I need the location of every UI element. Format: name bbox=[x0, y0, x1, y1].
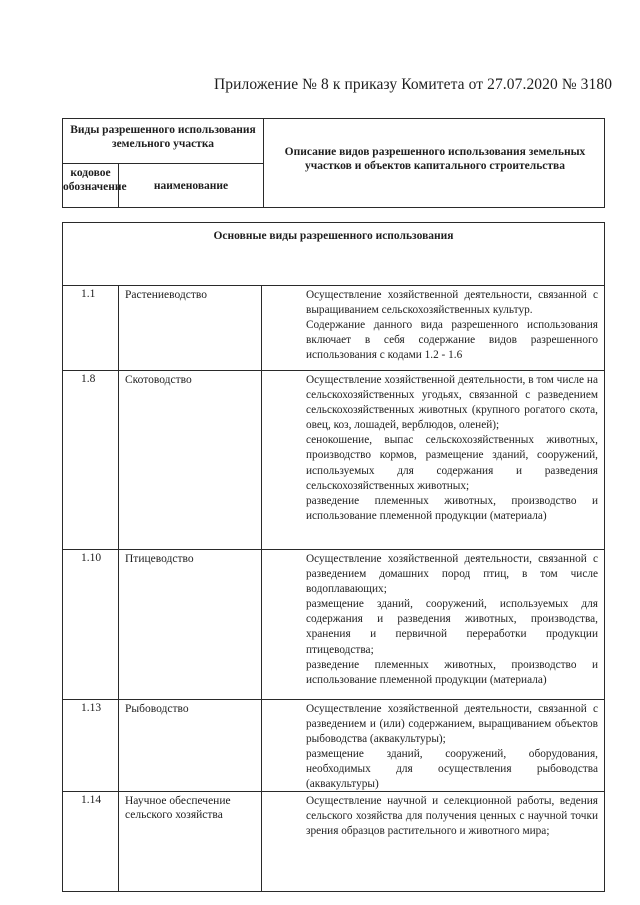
row-code: 1.10 bbox=[81, 552, 102, 564]
row-code: 1.13 bbox=[81, 702, 102, 714]
row-name: Скотоводство bbox=[125, 374, 192, 386]
appendix-heading: Приложение № 8 к приказу Комитета от 27.07.2020 № 3180 bbox=[214, 76, 613, 93]
row-name: Птицеводство bbox=[125, 553, 194, 565]
row-code: 1.14 bbox=[81, 794, 102, 806]
row-name: Рыбоводство bbox=[125, 703, 189, 715]
header-code-title: кодовое обозначение bbox=[63, 167, 127, 193]
row-description: Осуществление хозяйственной деятельности, в том числе на сельскохозяйственных угодьях, связанной с разведением сельскохозяйственных животных (крупного рогатого скота, овец, коз, лошадей, верблюдов, оленей); сенокошение, выпас сельскохозяйственных животных, производство кормов, размещение зданий, сооружений, используемых для содержания и разведения сельскохозяйственных животных; разведение племенных животных, производство и использование племенной продукции (материала) bbox=[306, 374, 598, 522]
row-description: Осуществление хозяйственной деятельности, связанной с разведением домашних пород птиц, в том числе водоплавающих; размещение зданий, сооружений, используемых для содержания и разведения животных, производства, хранения и первичной переработки продукции птицеводства; разведение племенных животных, производство и использование племенной продукции (материала) bbox=[306, 553, 598, 686]
row-code: 1.1 bbox=[81, 288, 96, 300]
row-name: Растениеводство bbox=[125, 289, 207, 301]
header-desc-title: Описание видов разрешенного использования земельных участков и объектов капитального строительства bbox=[284, 146, 586, 172]
row-description: Осуществление научной и селекционной работы, ведения сельского хозяйства для получения ценных с научной точки зрения образцов растительного и животного мира; bbox=[306, 795, 598, 838]
row-name: Научное обеспечение сельского хозяйства bbox=[125, 795, 231, 821]
row-description: Осуществление хозяйственной деятельности, связанной с разведением и (или) содержанием, выращиванием объектов рыбоводства (аквакультуры); размещение зданий, сооружений, оборудования, необходимых для осуществления рыбоводства (аквакультуры) bbox=[306, 703, 598, 791]
table-header bbox=[62, 118, 605, 208]
header-name-title: наименование bbox=[153, 180, 229, 192]
row-description: Осуществление хозяйственной деятельности, связанной с выращиванием сельскохозяйственных культур. Содержание данного вида разрешенного использования включает в себя содержание видов разрешенного использования с кодами 1.2 - 1.6 bbox=[306, 289, 598, 362]
section-title: Основные виды разрешенного использования bbox=[213, 230, 454, 242]
row-code: 1.8 bbox=[81, 373, 96, 385]
main-table bbox=[62, 222, 605, 892]
header-kinds-title: Виды разрешенного использования земельного участка bbox=[70, 124, 256, 150]
